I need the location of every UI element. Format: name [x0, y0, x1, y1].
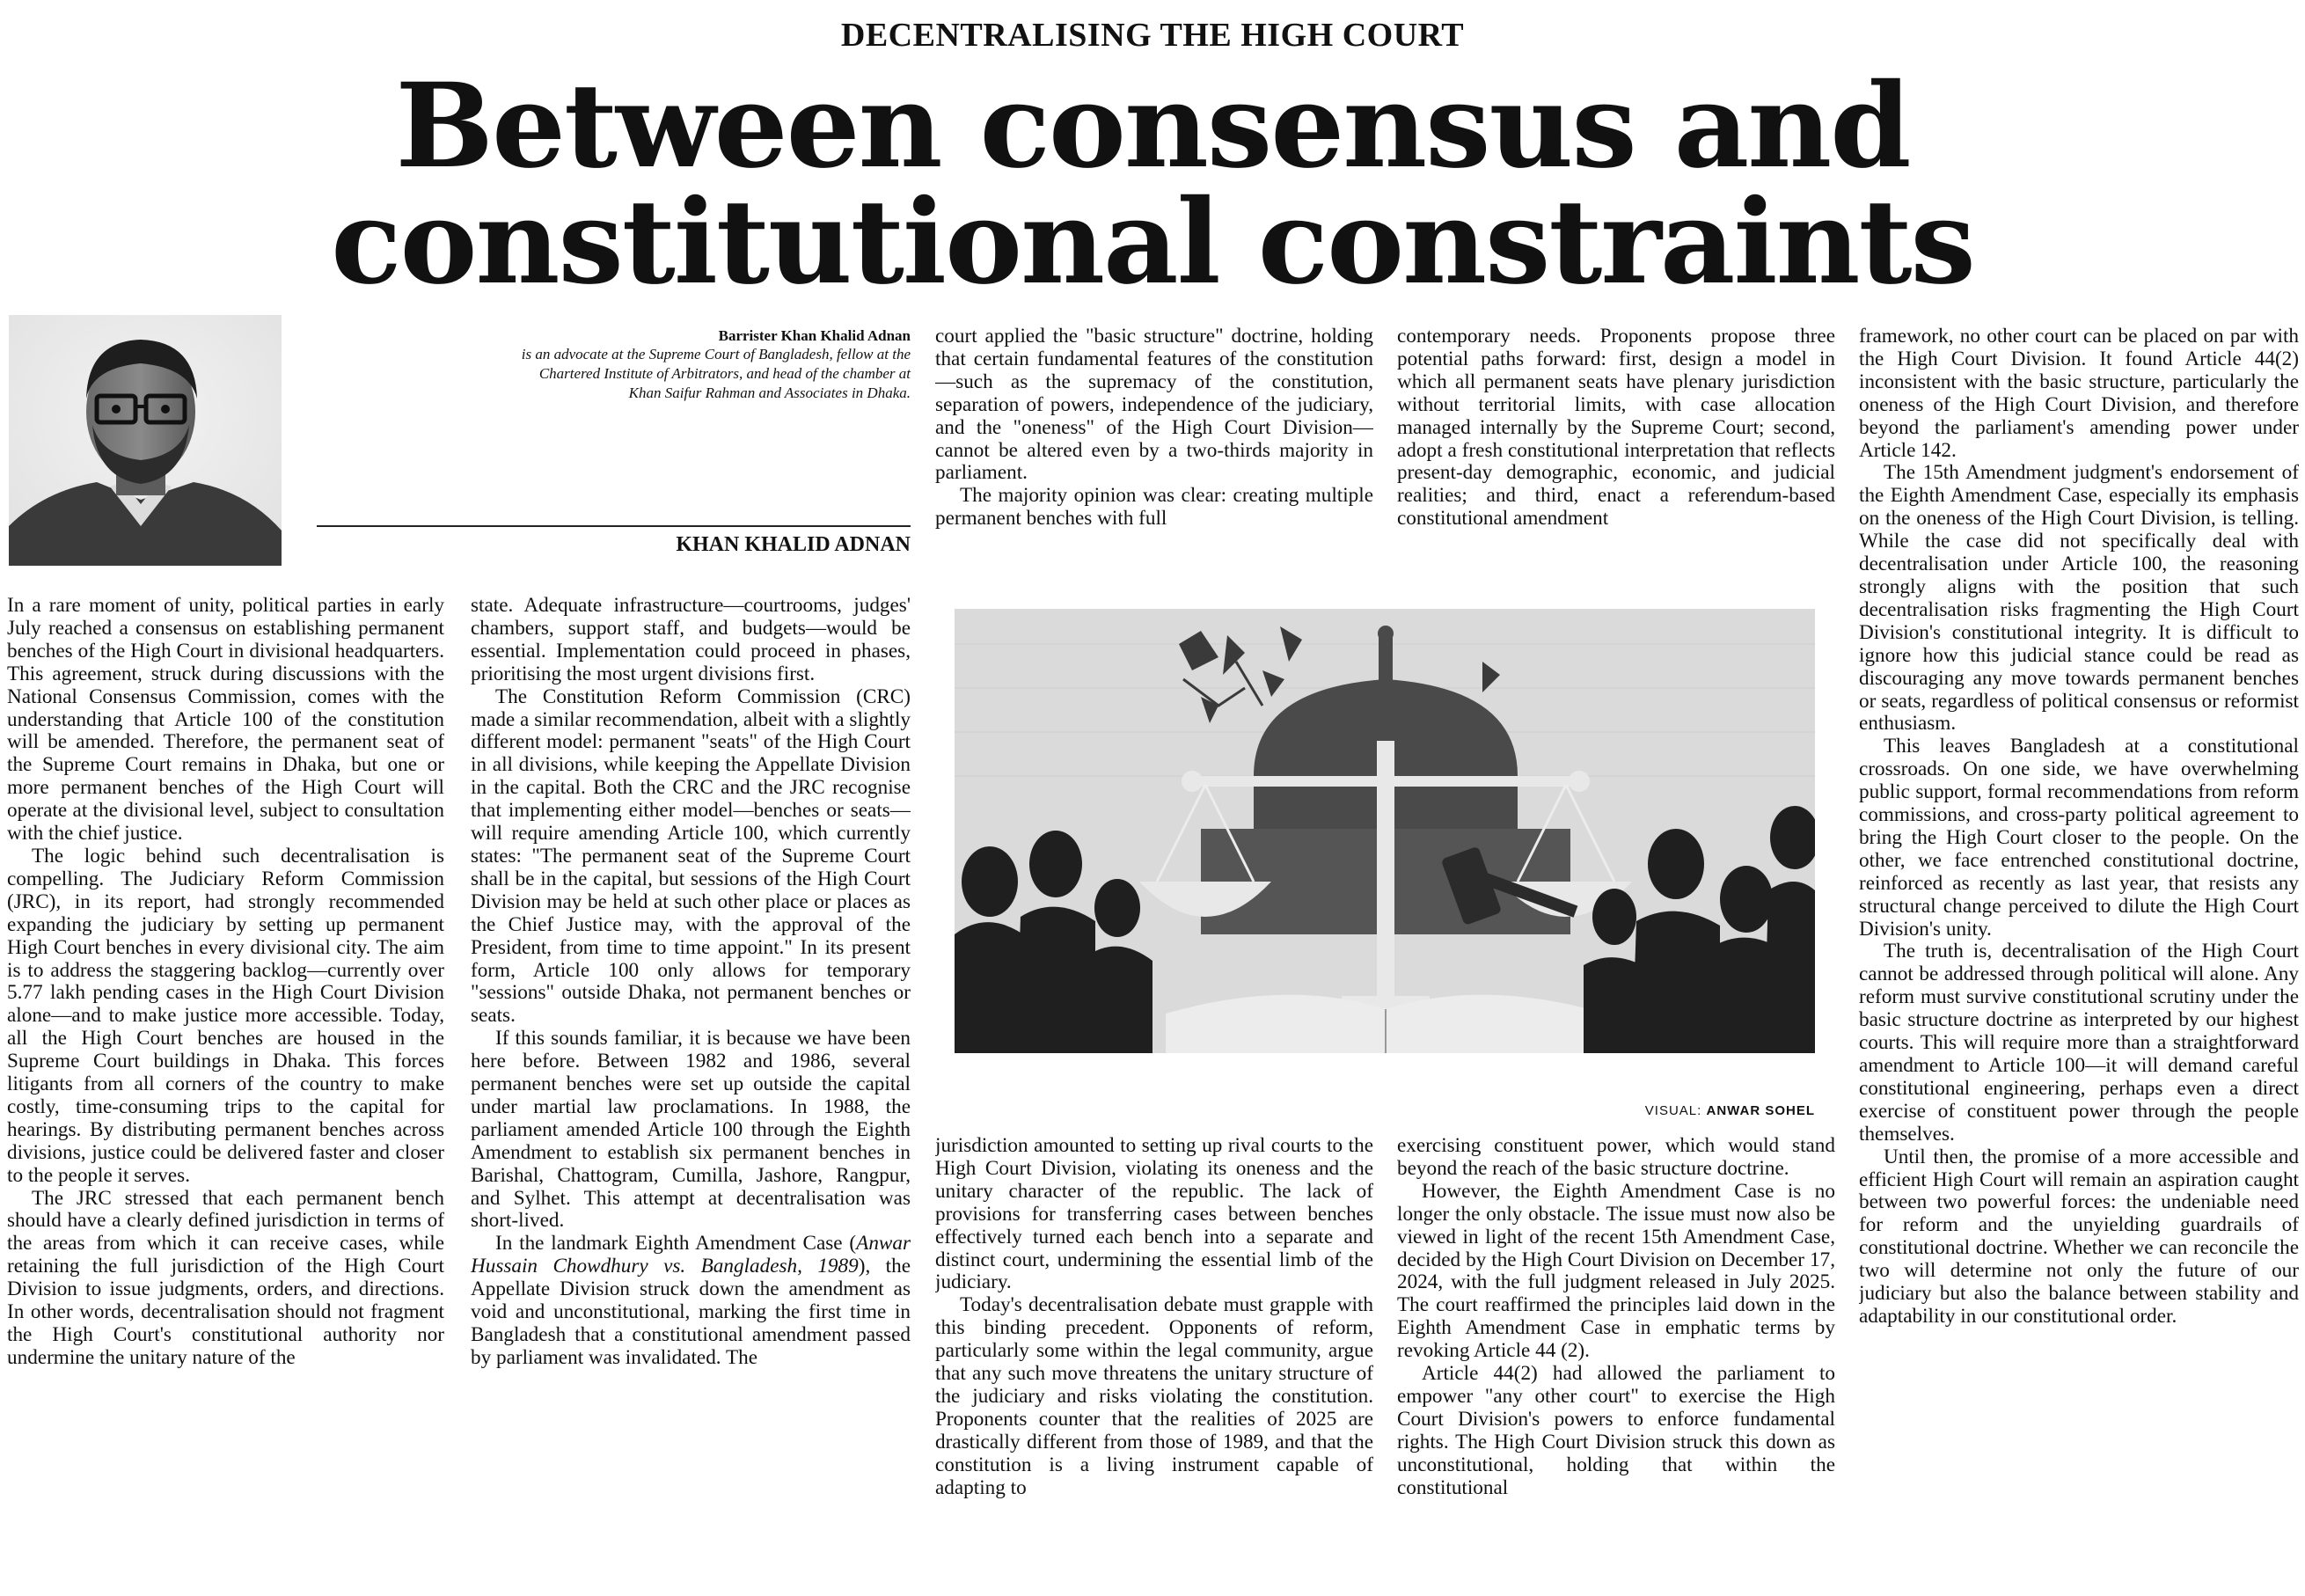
paragraph: Today's decentralisation debate must grapple with this binding precedent. Opponents of reform, particularly some within the legal community, argue that any such move threatens the unitary structure of the judiciary and risks violating the constitution. Proponents counter that the realities of 2025 are drastically different from those of 1989, and that the constitution is a living instrument capable of adapting to — [935, 1293, 1373, 1499]
paragraph — [471, 1233, 911, 1369]
column-3-bottom — [935, 1135, 1373, 1592]
section-kicker: DECENTRALISING THE HIGH COURT — [840, 17, 1465, 54]
column-4-bottom — [1397, 1135, 1835, 1592]
byline-bio-line: Chartered Institute of Arbitrators, and head of the chamber at — [538, 365, 911, 382]
credit-label: VISUAL: — [1644, 1103, 1702, 1118]
byline-small-name: Barrister Khan Khalid Adnan — [718, 327, 911, 344]
text-run: In the landmark Eighth Amendment Case ( — [495, 1232, 857, 1256]
paragraph: exercising constituent power, which would stand beyond the reach of the basic structure doctrine. — [1397, 1135, 1835, 1180]
paragraph: The truth is, decentralisation of the High Court cannot be addressed through political will alone. Any reform must survive constitutional scrutiny under the basic structure doctrine as interpreted by our highest courts. This will require more than a straightforward amendment to Article 100—it will demand careful constitutional engineering, perhaps even a direct exercise of constituent power through the people themselves. — [1859, 940, 2299, 1146]
column-5 — [1859, 326, 2299, 1592]
column-1 — [7, 595, 444, 1589]
paragraph: In a rare moment of unity, political parties in early July reached a consensus on establishing permanent benches of the High Court in divisional headquarters. This agreement, struck during discussions with the National Consensus Commission, comes with the understanding that Article 100 of the constitution will be amended. Therefore, the permanent seat of the Supreme Court remains in Dhaka, but one or more permanent benches of the High Court will operate at the divisional level, subject to consultation with the chief justice. — [7, 595, 444, 846]
headline-line-1: Between consensus and — [395, 58, 1910, 194]
paragraph: court applied the "basic structure" doctrine, holding that certain fundamental features of the constitution—such as the supremacy of the constitution, separation of powers, independence of the judiciary, and the "oneness" of the High Court Division—cannot be altered even by a two-thirds majority in parliament. — [935, 326, 1373, 485]
paragraph: This leaves Bangladesh at a constitutional crossroads. On one side, we have overwhelming public support, formal recommendations from reform commissions, and cross-party political agreement to bring the High Court closer to the people. On the other, we face entrenched constitutional doctrine, reinforced as recently as last year, that resists any structural change perceived to dilute the High Court Division's unity. — [1859, 735, 2299, 941]
paragraph: state. Adequate infrastructure—courtrooms, judges' chambers, support staff, and budgets—would be essential. Implementation could proceed in phases, prioritising the most urgent divisions first. — [471, 595, 911, 685]
column-3-top — [935, 326, 1373, 574]
paragraph: The majority opinion was clear: creating multiple permanent benches with full — [935, 484, 1373, 531]
headline-line-2: constitutional constraints — [331, 174, 1974, 311]
paragraph: The 15th Amendment judgment's endorsement of the Eighth Amendment Case, especially its emphasis on the oneness of the High Court Division, is telling. While the case did not specifically deal with decentralisation under Article 100, the reasoning strongly aligns with the position that such decentralisation risks fragmenting the High Court Division's constitutional integrity. It is difficult to ignore how this judicial stance could be read as discouraging any move towards permanent benches or seats, regardless of political consensus or reformist enthusiasm. — [1859, 461, 2299, 736]
byline-bio-line: is an advocate at the Supreme Court of Bangladesh, fellow at the — [521, 346, 911, 362]
paragraph: contemporary needs. Proponents propose three potential paths forward: first, design a model in which all permanent seats have plenary jurisdiction without territorial limits, with case allocation managed internally by the Supreme Court; second, adopt a fresh constitutional interpretation that reflects present-day demographic, economic, and judicial realities; and third, enact a referendum-based constitutional amendment — [1397, 326, 1835, 531]
byline-bio-line: Khan Saifur Rahman and Associates in Dhaka. — [628, 384, 911, 401]
headline — [0, 58, 2305, 311]
article-illustration — [955, 609, 1815, 1053]
paragraph: The JRC stressed that each permanent bench should have a clearly defined jurisdiction in terms of the areas from which it can receive cases, while retaining the full jurisdiction of the High Court Division to issue judgments, orders, and directions. In other words, decentralisation should not fragment the High Court's constitutional authority nor undermine the unitary nature of the — [7, 1186, 444, 1369]
paragraph: The logic behind such decentralisation is compelling. The Judiciary Reform Commission (JRC), in its report, had strongly recommended expanding the judiciary by setting up permanent High Court benches in every divisional city. The aim is to address the staggering backlog—currently over 5.77 lakh pending cases in the High Court Division alone—and to make justice more accessible. Today, all the High Court benches are housed in the Supreme Court buildings in Dhaka. This forces litigants from all corners of the country to make costly, time-consuming trips to the capital for hearings. By distributing permanent benches across divisions, justice could be delivered faster and closer to the people it serves. — [7, 844, 444, 1187]
column-4-top — [1397, 326, 1835, 574]
paragraph: The Constitution Reform Commission (CRC) made a similar recommendation, albeit with a slightly different model: permanent "seats" of the High Court in all divisions, while keeping the Appellate Division in the capital. Both the CRC and the JRC recognise that implementing either model—benches or seats—will require amending Article 100, which currently states: "The permanent seat of the Supreme Court shall be in the capital, but sessions of the High Court Division may be held at such other place or places as the Chief Justice may, with the approval of the President, from time to time appoint." In its present form, Article 100 only allows for temporary "sessions" outside Dhaka, not permanent benches or seats. — [471, 685, 911, 1028]
paragraph: However, the Eighth Amendment Case is no longer the only obstacle. The issue must now also be viewed in light of the recent 15th Amendment Case, decided by the High Court Division on December 17, 2024, with the full judgment released in July 2025. The court reaffirmed the principles laid down in the Eighth Amendment Case in emphatic terms by revoking Article 44 (2). — [1397, 1179, 1835, 1363]
byline-block — [290, 327, 911, 403]
paragraph: If this sounds familiar, it is because we have been here before. Between 1982 and 1986, several permanent benches were set up outside the capital under martial law proclamations. In 1988, the parliament amended Article 100 through the Eighth Amendment to establish six permanent benches in Barishal, Chattogram, Cumilla, Jashore, Rangpur, and Sylhet. This attempt at decentralisation was short-lived. — [471, 1027, 911, 1233]
credit-name: ANWAR SOHEL — [1706, 1103, 1815, 1118]
illustration-credit — [955, 1103, 1815, 1118]
byline-rule — [317, 525, 911, 527]
paragraph: framework, no other court can be placed on par with the High Court Division. It found Article 44(2) inconsistent with the basic structure, particularly the oneness of the High Court Division, and therefore beyond the parliament's amending power under Article 142. — [1859, 326, 2299, 462]
paragraph: Until then, the promise of a more accessible and efficient High Court will remain an aspiration caught between two powerful forces: the undeniable need for reform and the unyielding guardrails of constitutional doctrine. Whether we can reconcile the two will determine not only the future of our judiciary but also the balance between stability and adaptability in our constitutional order. — [1859, 1145, 2299, 1328]
paragraph: jurisdiction amounted to setting up rival courts to the High Court Division, violating its oneness and the unitary character of the republic. The lack of provisions for transferring cases between benches effectively turned each bench into a separate and distinct court, undermining the essential limb of the judiciary. — [935, 1135, 1373, 1294]
case-citation: Anwar Hussain Chowdhury vs. Bangladesh, 1989 — [471, 1232, 911, 1278]
column-2 — [471, 595, 911, 1589]
paragraph: Article 44(2) had allowed the parliament to empower "any other court" to exercise the High Court Division's powers to enforce fundamental rights. The High Court Division struck this down as unconstitutional, holding that within the constitutional — [1397, 1362, 1835, 1499]
author-name: KHAN KHALID ADNAN — [676, 533, 911, 556]
author-photo — [9, 315, 282, 566]
text-run: ), the Appellate Division struck down the amendment as void and unconstitutional, marking the first time in Bangladesh that a constitutional amendment passed by parliament was invalidated. The — [471, 1255, 911, 1369]
